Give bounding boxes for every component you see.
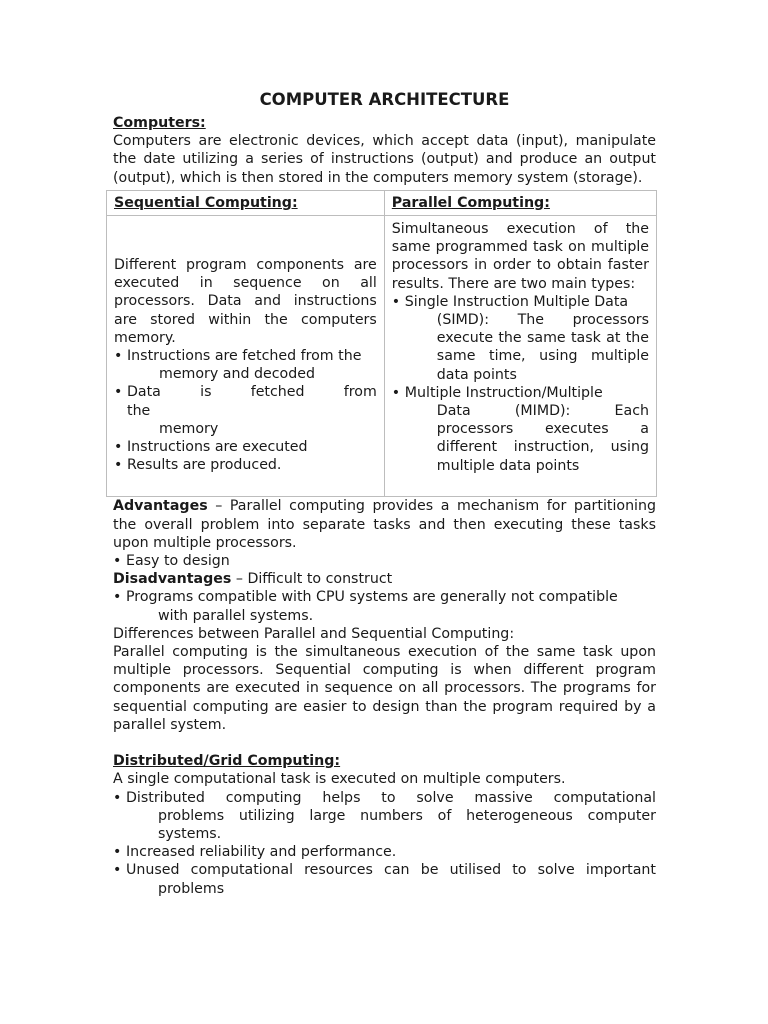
list-item: • Easy to design bbox=[113, 553, 230, 570]
differences-heading: Differences between Parallel and Sequential Computing: bbox=[113, 625, 515, 642]
advantages-paragraph: Advantages – Parallel computing provides a mechanism for partitioning the overall problem into separate tasks and then executing these tasks upon multiple processors. bbox=[113, 498, 656, 551]
par-cell bbox=[384, 216, 656, 497]
seq-heading: Sequential Computing: bbox=[107, 190, 385, 215]
page-title: COMPUTER ARCHITECTURE bbox=[259, 90, 510, 109]
seq-cell bbox=[107, 216, 385, 497]
list-item: • Distributed computing helps to solve massive computational problems utilizing large numbers of heterogeneous computer systems. bbox=[113, 789, 656, 842]
bullet-icon: • bbox=[391, 293, 401, 310]
table-body-row bbox=[107, 216, 657, 497]
distributed-intro: A single computational task is executed on multiple computers. bbox=[113, 771, 566, 788]
computers-heading: Computers: bbox=[113, 115, 206, 131]
list-item: • Single Instruction Multiple Data (SIMD): The processors execute the same task at the same time, using multiple data points bbox=[391, 293, 649, 383]
table-header-row bbox=[107, 190, 657, 215]
list-item: • Multiple Instruction/Multiple Data (MIMD): Each processors executes a different instruction, using multiple data points bbox=[391, 384, 649, 474]
list-item: • Unused computational resources can be utilised to solve important problems bbox=[113, 862, 656, 897]
disadvantages-label: Disadvantages bbox=[113, 571, 232, 588]
bullet-icon: • bbox=[391, 384, 401, 401]
bullet-icon: • bbox=[114, 384, 123, 401]
bullet-icon: • bbox=[114, 457, 123, 474]
bullet-icon: • bbox=[113, 589, 122, 606]
seq-description: Different program components are executed in sequence on all processors. Data and instructions are stored within the computers memory. bbox=[114, 257, 377, 346]
list-item: • Instructions are fetched from the memory and decoded bbox=[114, 348, 362, 383]
bullet-icon: • bbox=[113, 844, 122, 861]
list-item: • Programs compatible with CPU systems are generally not compatible with parallel systems. bbox=[113, 589, 618, 624]
list-item: • Increased reliability and performance. bbox=[113, 844, 397, 861]
bullet-icon: • bbox=[114, 348, 123, 365]
list-item: • Instructions are executed bbox=[114, 439, 308, 456]
bullet-icon: • bbox=[114, 439, 123, 456]
par-description: Simultaneous execution of the same programmed task on multiple processors in order to obtain faster results. There are two main types: bbox=[391, 221, 649, 292]
comparison-table bbox=[106, 190, 657, 498]
computers-paragraph: Computers are electronic devices, which accept data (input), manipulate the date utilizing a series of instructions (output) and produce an output (output), which is then stored in the computers memory system (storage). bbox=[113, 133, 656, 186]
list-item: • Data is fetched from the memory bbox=[114, 384, 377, 437]
document-page bbox=[113, 90, 656, 898]
differences-paragraph: Parallel computing is the simultaneous execution of the same task upon multiple processors. Sequential computing is when different program components are executed in sequence on all processors. The programs for sequential computing are easier to design than the program required by a parallel system. bbox=[113, 644, 656, 733]
bullet-icon: • bbox=[113, 862, 122, 879]
bullet-icon: • bbox=[113, 789, 122, 806]
par-heading: Parallel Computing: bbox=[384, 190, 656, 215]
list-item: • Results are produced. bbox=[114, 457, 282, 474]
bullet-icon: • bbox=[113, 553, 122, 570]
disadvantages-paragraph: Disadvantages – Difficult to construct bbox=[113, 571, 393, 588]
advantages-label: Advantages bbox=[113, 498, 208, 515]
distributed-heading: Distributed/Grid Computing: bbox=[113, 753, 341, 770]
